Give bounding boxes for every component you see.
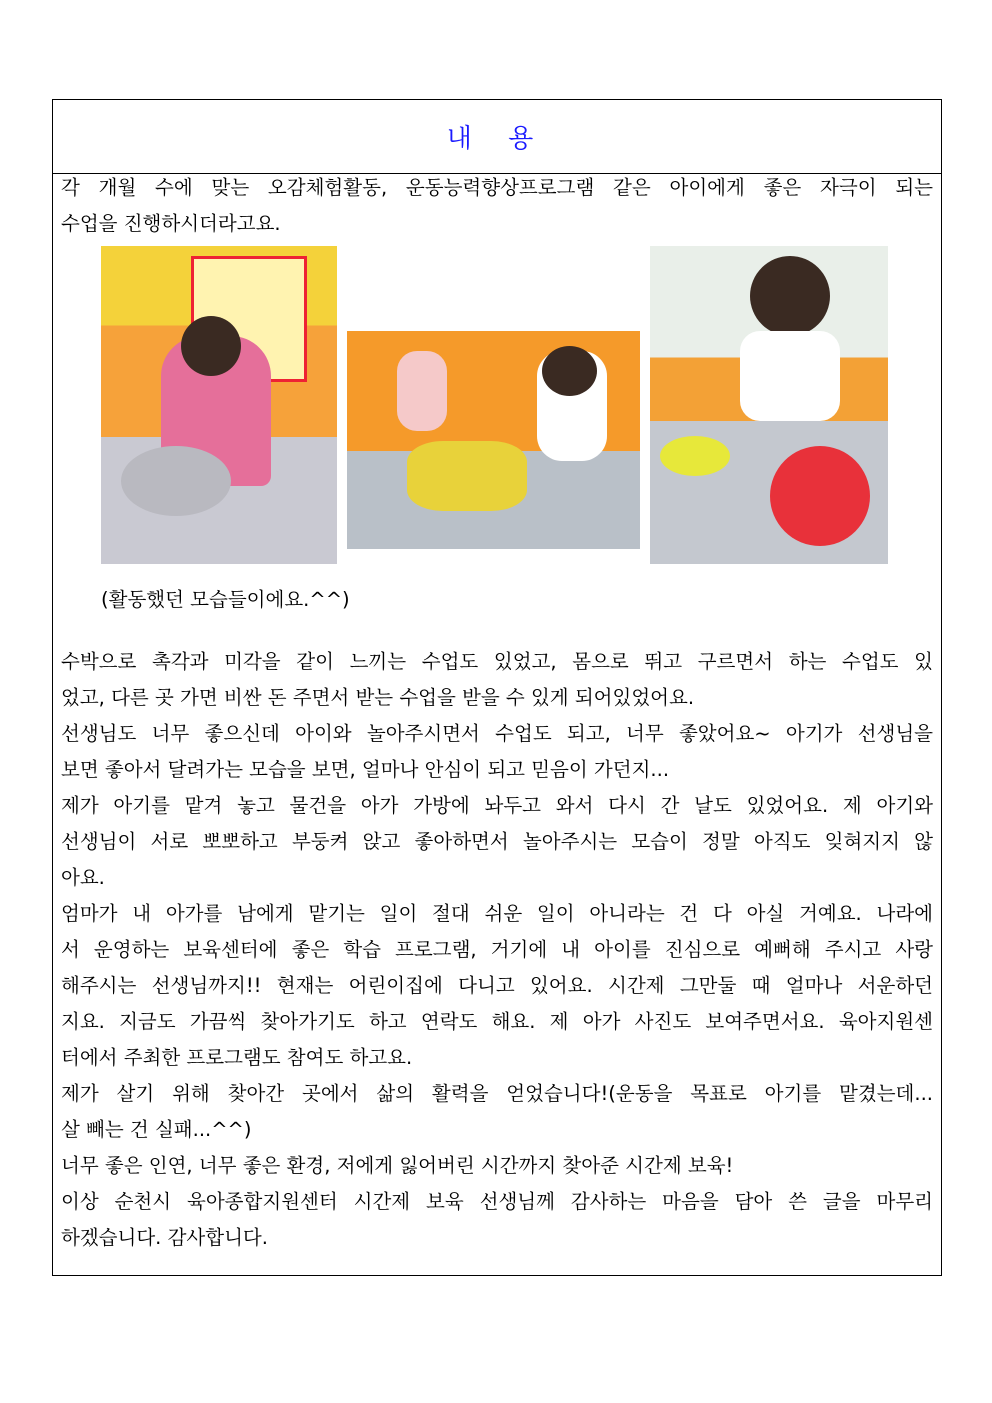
paragraph bbox=[61, 716, 933, 788]
text-line: 제가 아기를 맡겨 놓고 물건을 아가 가방에 놔두고 와서 다시 간 날도 있었어요. 제 아기와 bbox=[61, 794, 933, 817]
text-line: 해주시는 선생님까지!! 현재는 어린이집에 다니고 있어요. 시간제 그만둘 때 얼마나 서운하던 bbox=[61, 974, 933, 997]
paragraph bbox=[61, 1184, 933, 1256]
text-line: 지요. 지금도 가끔씩 찾아가기도 하고 연락도 해요. 제 아가 사진도 보여주면서요. 육아지원센 bbox=[61, 1010, 933, 1033]
text-line: 선생님도 너무 좋으신데 아이와 놀아주시면서 수업도 되고, 너무 좋았어요~ 아기가 선생님을 bbox=[61, 722, 933, 745]
text-line: 엄마가 내 아가를 남에게 맡기는 일이 절대 쉬운 일이 아니라는 건 다 아실 거예요. 나라에 bbox=[61, 902, 933, 925]
content-body bbox=[53, 170, 941, 1256]
paragraph bbox=[61, 1076, 933, 1148]
text-line: 서 운영하는 보육센터에 좋은 학습 프로그램, 거기에 내 아이를 진심으로 예뻐해 주시고 사랑 bbox=[61, 938, 933, 961]
paragraph bbox=[61, 1148, 933, 1184]
text-line: 하겠습니다. 감사합니다. bbox=[61, 1226, 268, 1249]
paragraph bbox=[61, 896, 933, 1076]
text-line: 제가 살기 위해 찾아간 곳에서 삶의 활력을 얻었습니다!(운동을 목표로 아기를 맡겼는데... bbox=[61, 1082, 933, 1105]
photo-row bbox=[61, 242, 933, 582]
content-table bbox=[52, 99, 942, 1276]
intro-paragraph bbox=[61, 170, 933, 242]
title-row bbox=[53, 100, 941, 174]
smiling-child-photo bbox=[650, 246, 888, 564]
paragraph bbox=[61, 788, 933, 896]
text-line: 이상 순천시 육아종합지원센터 시간제 보육 선생님께 감사하는 마음을 담아 쓴 글을 마무리 bbox=[61, 1190, 933, 1213]
text-line: 살 빼는 건 실패...^^) bbox=[61, 1118, 252, 1141]
text-line: 아요. bbox=[61, 866, 105, 889]
text-line: 수업을 진행하시더라고요. bbox=[61, 212, 281, 235]
body-paragraphs bbox=[61, 644, 933, 1256]
paragraph bbox=[61, 644, 933, 716]
text-line: 었고, 다른 곳 가면 비싼 돈 주면서 받는 수업을 받을 수 있게 되어있었어요. bbox=[61, 686, 695, 709]
text-line: 각 개월 수에 맞는 오감체험활동, 운동능력향상프로그램 같은 아이에게 좋은 자극이 되는 bbox=[61, 176, 933, 199]
text-line: 수박으로 촉각과 미각을 같이 느끼는 수업도 있었고, 몸으로 뛰고 구르면서 하는 수업도 있 bbox=[61, 650, 933, 673]
two-children-with-toys-photo bbox=[347, 331, 640, 549]
text-line: 선생님이 서로 뽀뽀하고 부둥켜 앉고 좋아하면서 놀아주시는 모습이 정말 아직도 잊혀지지 않 bbox=[61, 830, 933, 853]
text-line: 너무 좋은 인연, 너무 좋은 환경, 저에게 잃어버린 시간까지 찾아준 시간제 보육! bbox=[61, 1154, 734, 1177]
text-line: 보면 좋아서 달려가는 모습을 보면, 얼마나 안심이 되고 믿음이 가던지... bbox=[61, 758, 670, 781]
text-line: 터에서 주최한 프로그램도 참여도 하고요. bbox=[61, 1046, 413, 1069]
section-title: 내 용 bbox=[446, 124, 548, 154]
photo-caption: (활동했던 모습들이에요.^^) bbox=[101, 588, 350, 611]
child-with-bowl-photo bbox=[101, 246, 337, 564]
